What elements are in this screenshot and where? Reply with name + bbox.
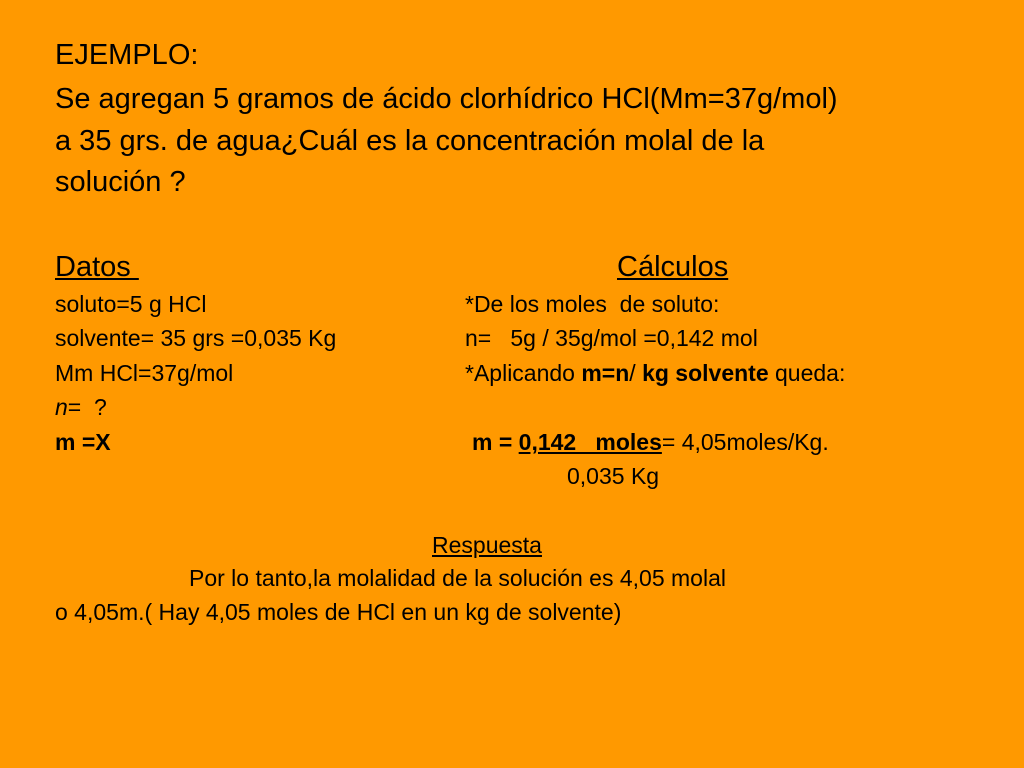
datos-heading: Datos <box>55 251 139 283</box>
molality-formula <box>472 431 829 454</box>
example-title: EJEMPLO: <box>55 39 199 71</box>
datos-soluto: soluto=5 g HCl <box>55 291 207 317</box>
molality-numerator: 0,142 moles <box>518 429 662 455</box>
problem-line-2: a 35 grs. de agua¿Cuál es la concentración molal de la <box>55 125 765 157</box>
problem-line-3: solución ? <box>55 166 186 198</box>
datos-moles-unknown <box>55 396 107 419</box>
respuesta-line-2: o 4,05m.( Hay 4,05 moles de HCl en un kg de solvente) <box>55 599 622 625</box>
calculos-line-3 <box>465 362 845 385</box>
n-symbol: n <box>55 394 68 420</box>
problem-line-1: Se agregan 5 gramos de ácido clorhídrico HCl(Mm=37g/mol) <box>55 83 838 115</box>
calculos-heading: Cálculos <box>617 251 729 283</box>
molality-result: = 4,05moles/Kg. <box>661 429 829 455</box>
calculos-line-3-mid: / <box>629 360 643 386</box>
formula-kg-solvente: kg solvente <box>642 360 769 386</box>
molality-label: m = <box>472 429 519 455</box>
formula-m-n: m=n <box>581 360 630 386</box>
calculos-line-3-post: queda: <box>768 360 846 386</box>
datos-molality-unknown: m =X <box>55 429 111 455</box>
calculos-line-3-pre: *Aplicando <box>465 360 582 386</box>
datos-solvente: solvente= 35 grs =0,035 Kg <box>55 325 337 351</box>
respuesta-heading: Respuesta <box>432 532 542 558</box>
datos-molar-mass: Mm HCl=37g/mol <box>55 360 234 386</box>
calculos-line-1: *De los moles de soluto: <box>465 291 720 317</box>
respuesta-line-1: Por lo tanto,la molalidad de la solución es 4,05 molal <box>189 565 726 591</box>
calculos-line-2: n= 5g / 35g/mol =0,142 mol <box>465 325 758 351</box>
n-unknown: = ? <box>67 394 107 420</box>
molality-denominator: 0,035 Kg <box>567 463 660 489</box>
